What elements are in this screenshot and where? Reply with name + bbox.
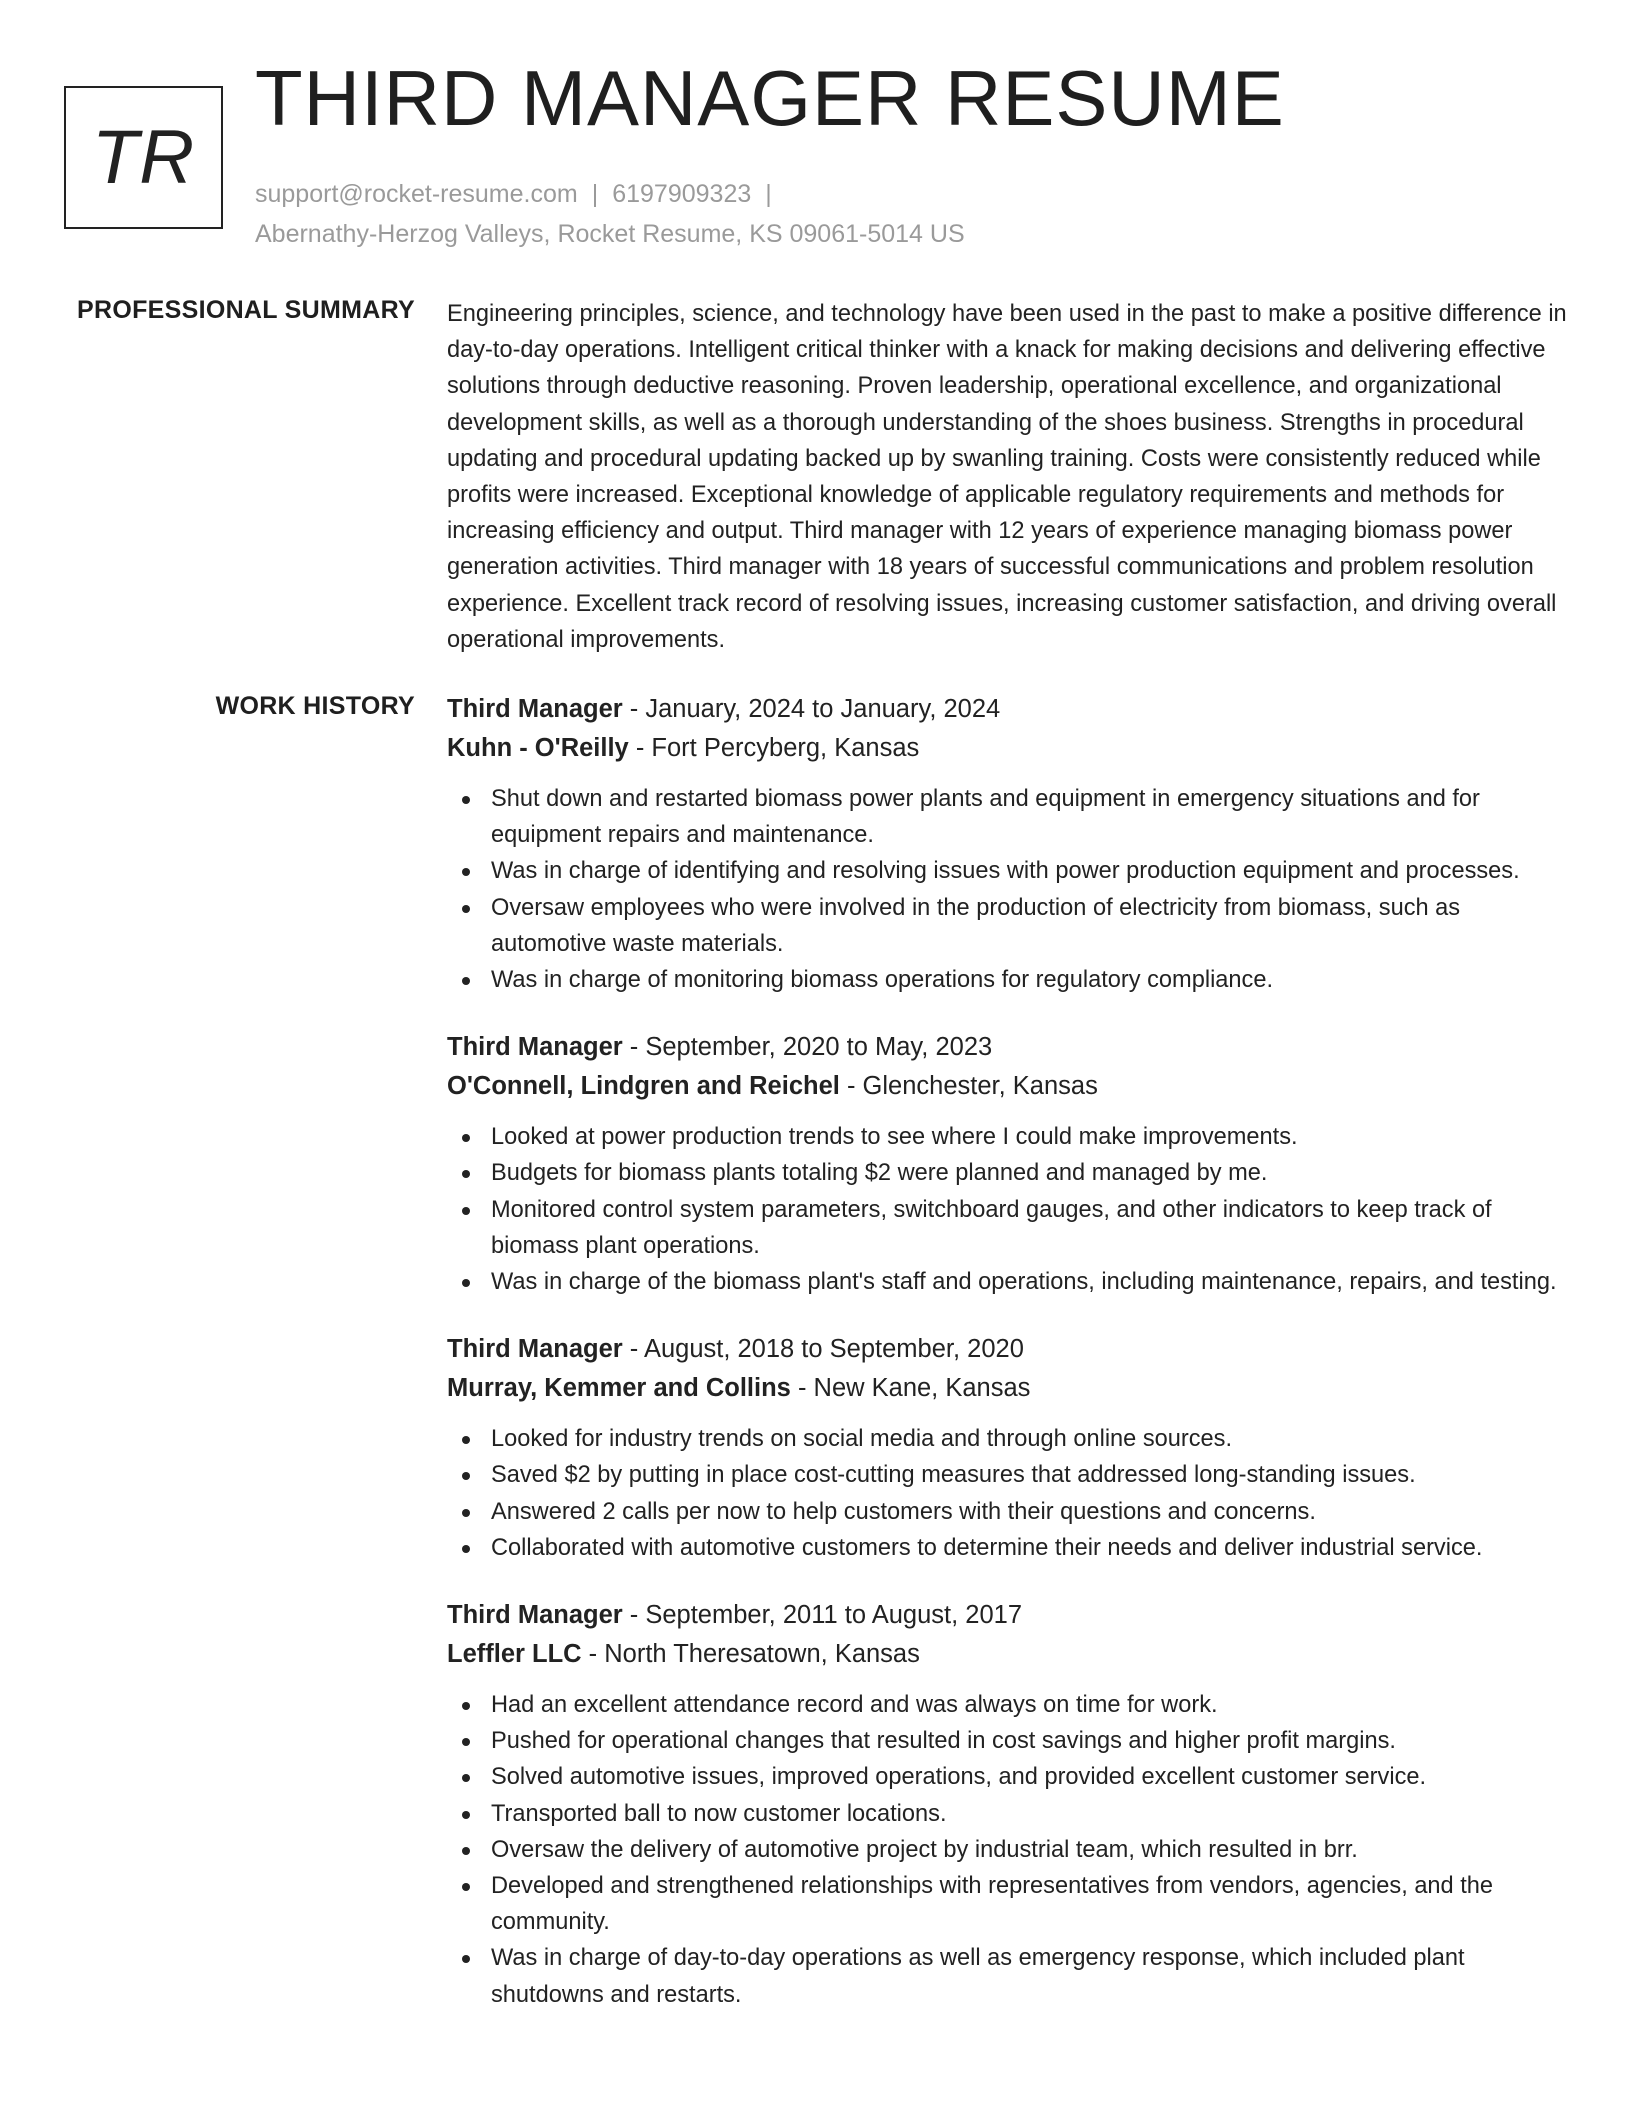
job-entry (447, 1596, 1567, 2013)
contact-separator: | (591, 180, 599, 208)
contact-separator: | (765, 180, 772, 208)
job-bullet-item: Was in charge of the biomass plant's staff and operations, including maintenance, repairs, and testing. (447, 1264, 1567, 1300)
job-title-line (447, 1330, 1567, 1369)
job-location: - New Kane, Kansas (790, 1374, 1031, 1403)
job-dates: - January, 2024 to January, 2024 (622, 695, 1001, 723)
section-label-work-history: WORK HISTORY (215, 692, 415, 720)
job-company: O'Connell, Lindgren and Reichel (447, 1072, 840, 1101)
job-bullet-list (447, 1687, 1567, 2013)
resume-title: THIRD MANAGER RESUME (255, 54, 1285, 142)
job-location: - North Theresatown, Kansas (581, 1640, 920, 1669)
job-title-line (447, 690, 1567, 729)
job-bullet-item: Was in charge of monitoring biomass operations for regulatory compliance. (447, 962, 1567, 998)
section-label-summary: PROFESSIONAL SUMMARY (77, 296, 415, 324)
job-company-line (447, 1067, 1567, 1106)
job-bullet-item: Monitored control system parameters, switchboard gauges, and other indicators to keep track of biomass plant operations. (447, 1192, 1567, 1264)
job-company-line (447, 1369, 1567, 1408)
address-line: Abernathy-Herzog Valleys, Rocket Resume, KS 09061-5014 US (255, 220, 965, 248)
job-bullet-item: Oversaw the delivery of automotive project by industrial team, which resulted in brr. (447, 1832, 1567, 1868)
job-title: Third Manager (447, 1335, 623, 1364)
job-company-line (447, 1635, 1567, 1674)
phone-number: 6197909323 (612, 180, 752, 208)
job-bullet-item: Was in charge of day-to-day operations as well as emergency response, which included plant shutdowns and restarts. (447, 1940, 1567, 2012)
job-bullet-item: Had an excellent attendance record and was always on time for work. (447, 1687, 1567, 1723)
job-company-line (447, 729, 1567, 768)
job-bullet-item: Collaborated with automotive customers to determine their needs and deliver industrial service. (447, 1530, 1567, 1566)
work-history-body (447, 690, 1567, 2043)
job-bullet-item: Budgets for biomass plants totaling $2 were planned and managed by me. (447, 1155, 1567, 1191)
job-bullet-item: Solved automotive issues, improved operations, and provided excellent customer service. (447, 1759, 1567, 1795)
email-link[interactable]: support@rocket-resume.com (255, 180, 578, 208)
job-dates: - September, 2020 to May, 2023 (622, 1033, 993, 1062)
job-title-line (447, 1028, 1567, 1067)
job-company: Murray, Kemmer and Collins (447, 1374, 791, 1403)
job-bullet-item: Looked at power production trends to see where I could make improvements. (447, 1119, 1567, 1155)
job-company: Kuhn - O'Reilly (447, 734, 629, 762)
job-entry (447, 690, 1567, 998)
job-bullet-item: Shut down and restarted biomass power plants and equipment in emergency situations and for equipment repairs and maintenance. (447, 781, 1567, 853)
job-company: Leffler LLC (447, 1640, 582, 1669)
job-location: - Glenchester, Kansas (839, 1072, 1098, 1101)
job-entry (447, 1330, 1567, 1566)
contact-info (255, 174, 965, 254)
contact-line-1 (255, 174, 965, 214)
job-bullet-list (447, 1119, 1567, 1300)
job-bullet-item: Saved $2 by putting in place cost-cutting measures that addressed long-standing issues. (447, 1457, 1567, 1493)
job-title-line (447, 1596, 1567, 1635)
job-bullet-item: Transported ball to now customer locations. (447, 1796, 1567, 1832)
job-bullet-item: Answered 2 calls per now to help customers with their questions and concerns. (447, 1494, 1567, 1530)
monogram-initials: TR (91, 115, 196, 200)
job-dates: - August, 2018 to September, 2020 (622, 1335, 1024, 1364)
job-location: - Fort Percyberg, Kansas (628, 734, 920, 762)
job-bullet-list (447, 1421, 1567, 1566)
job-bullet-item: Looked for industry trends on social media and through online sources. (447, 1421, 1567, 1457)
job-bullet-item: Pushed for operational changes that resulted in cost savings and higher profit margins. (447, 1723, 1567, 1759)
job-title: Third Manager (447, 1033, 623, 1062)
job-dates: - September, 2011 to August, 2017 (622, 1601, 1022, 1630)
job-bullet-item: Oversaw employees who were involved in the production of electricity from biomass, such as automotive waste materials. (447, 890, 1567, 962)
job-bullet-item: Was in charge of identifying and resolving issues with power production equipment and processes. (447, 853, 1567, 889)
job-entry (447, 1028, 1567, 1300)
summary-body (447, 296, 1567, 658)
job-title: Third Manager (447, 1601, 623, 1630)
summary-text: Engineering principles, science, and technology have been used in the past to make a positive difference in day-to-day operations. Intelligent critical thinker with a knack for making decisions and delivering effective solutions through deductive reasoning. Proven leadership, operational excellence, and organizational development skills, as well as a thorough understanding of the shoes business. Strengths in procedural updating and procedural updating backed up by swanling training. Costs were consistently reduced while profits were increased. Exceptional knowledge of applicable regulatory requirements and methods for increasing efficiency and output. Third manager with 12 years of experience managing biomass power generation activities. Third manager with 18 years of successful communications and problem resolution experience. Excellent track record of resolving issues, increasing customer satisfaction, and driving overall operational improvements. (447, 301, 1567, 653)
monogram-logo (64, 86, 223, 229)
job-bullet-item: Developed and strengthened relationships with representatives from vendors, agencies, and the community. (447, 1868, 1567, 1940)
job-bullet-list (447, 781, 1567, 998)
job-title: Third Manager (447, 695, 623, 723)
